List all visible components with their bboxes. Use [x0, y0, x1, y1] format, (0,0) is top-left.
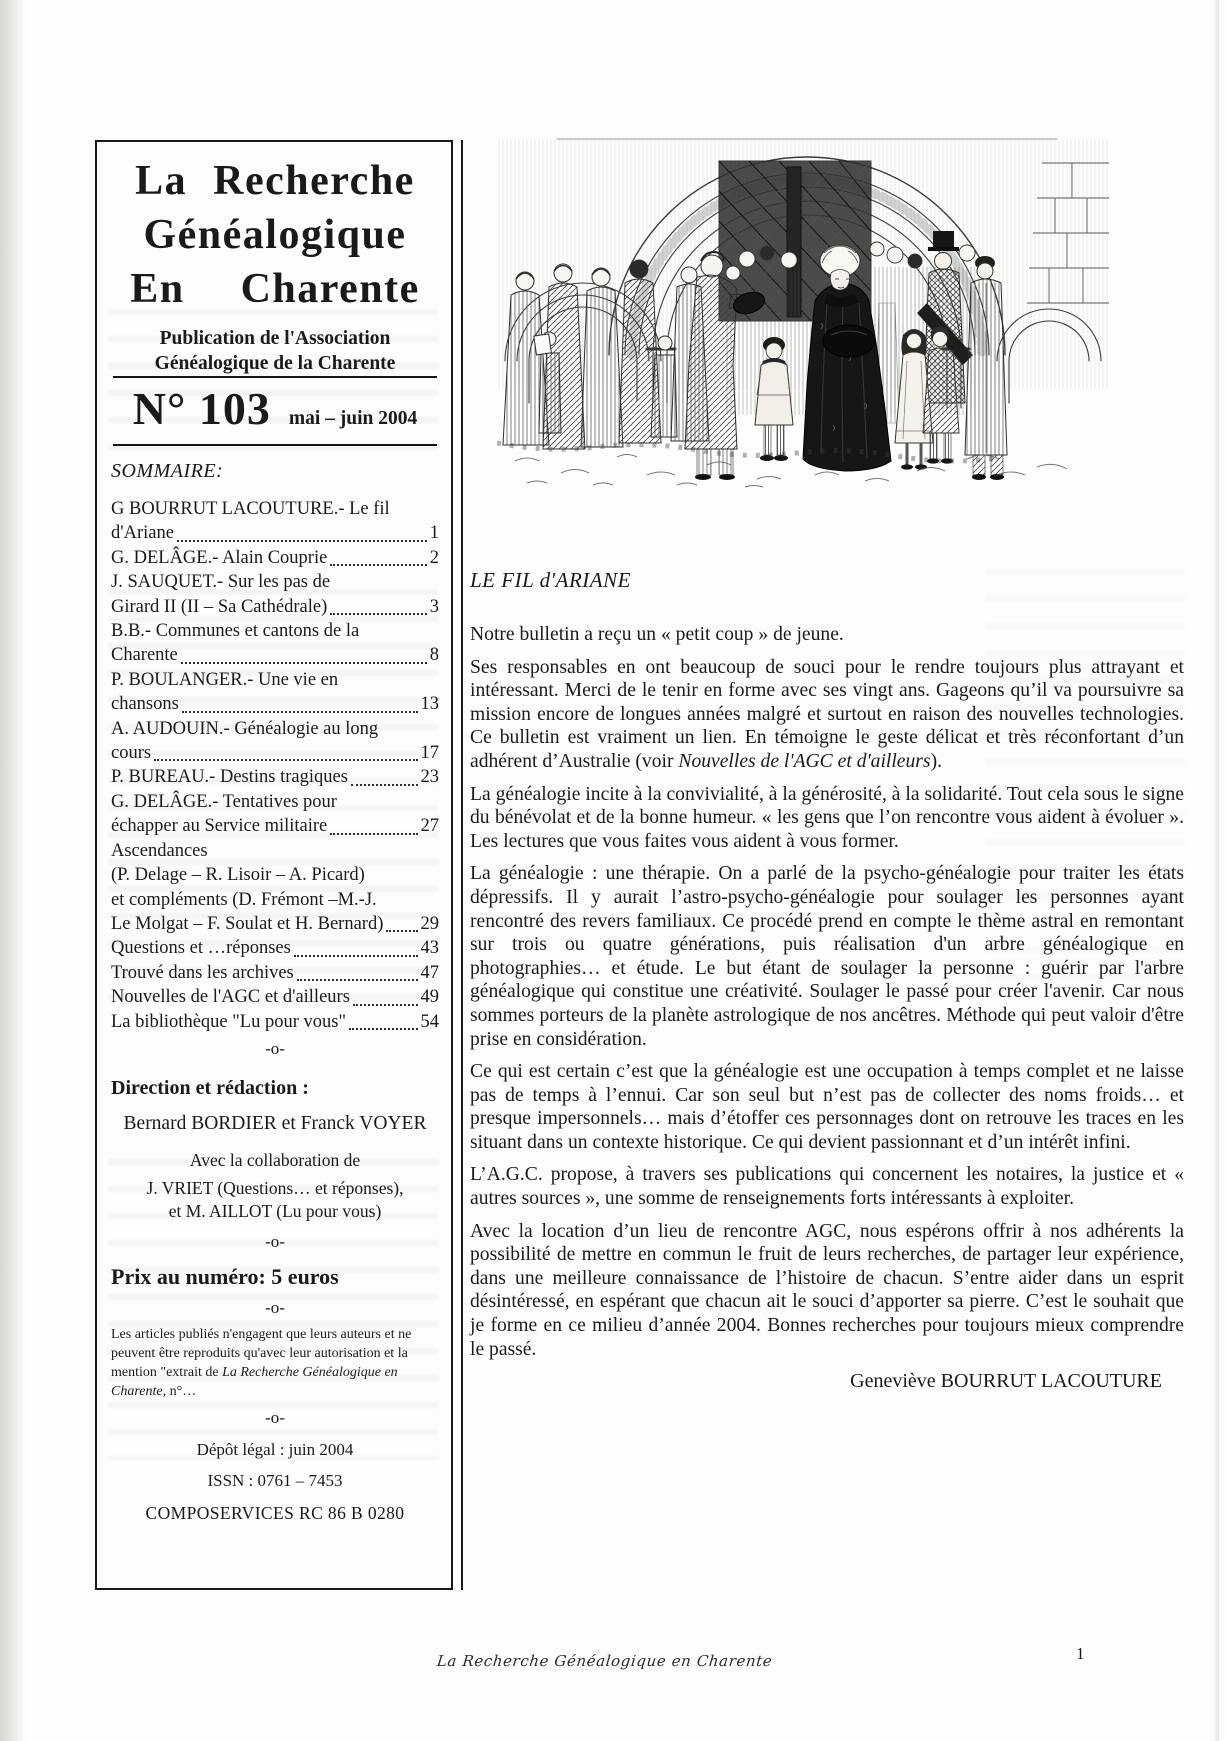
toc-entry-text: Girard II (II – Sa Cathédrale): [111, 596, 328, 617]
text-segment: Nouvelles de l'AGC et d'ailleurs: [678, 750, 931, 772]
dot-leader: [294, 955, 418, 957]
dot-leader: [181, 662, 427, 664]
journal-title-line: La Recherche: [135, 158, 415, 204]
toc-entry-last-line: [111, 521, 439, 545]
toc-entry-text: La bibliothèque "Lu pour vous": [111, 1011, 347, 1032]
page-edge-shadow: [1213, 0, 1219, 1741]
toc-entry-line: J. SAUQUET.- Sur les pas de: [111, 572, 331, 593]
collaborator-line: et M. AILLOT (Lu pour vous): [168, 1200, 382, 1221]
divider: [113, 444, 437, 446]
toc-entry-line: G. DELÂGE.- Tentatives pour: [111, 791, 337, 812]
text-segment: Ses responsables en ont beaucoup de souci pour le rendre toujours plus attrayant et intéressant. Merci de le tenir en forme avec ses vingt ans. Gageons qu’il va poursuivre sa mission encore de longues années malgré et surtout en raison des nouvelles technologies. Ce bulletin est vraiment un lien. En témoigne le geste délicat et très réconfortant d’un adhérent d’Australie (voir: [470, 656, 1184, 772]
toc-page-number: 8: [429, 645, 439, 666]
text-segment: Avec la location d’un lieu de rencontre AGC, nous espérons offrir à nos adhérents la possibilité de mettre en commun le fruit de leurs recherches, de partager leur expérience, dans une meilleure connaissance de l’histoire de chacun. S’entre aider dans un esprit désintéressé, en espérant que chacun ait le souci d’apporter sa pierre. C’est le souhait que je forme en ce milieu d’année 2004. Bonnes recherches pour toujours mieux comprendre le passé.: [470, 1220, 1184, 1360]
issue-date: mai – juin 2004: [288, 408, 418, 429]
dot-leader: [330, 833, 417, 835]
toc-entry: [111, 546, 439, 570]
direction-heading: Direction et rédaction :: [111, 1076, 309, 1099]
toc-entry: [111, 985, 439, 1009]
toc-page-number: 13: [420, 694, 439, 715]
toc-page-number: 23: [420, 767, 439, 788]
toc-entry-last-line: [111, 595, 439, 619]
price-line: Prix au numéro: 5 euros: [111, 1263, 339, 1289]
publisher-line-text: Publication de l'Association: [159, 328, 391, 349]
toc-entry: [111, 570, 439, 619]
article-paragraph: [470, 1163, 1184, 1210]
toc-entry-last-line: [111, 765, 439, 789]
table-of-contents: [111, 497, 439, 1034]
dot-leader: [386, 930, 417, 932]
toc-entry-text: échapper au Service militaire: [111, 816, 328, 837]
toc-entry-line: P. BOULANGER.- Une vie en: [111, 669, 339, 690]
footer-journal-title: La Recherche Généalogique en Charente: [436, 1652, 774, 1670]
toc-entry: [111, 717, 439, 766]
toc-entry: [111, 839, 439, 937]
article: [470, 568, 1184, 1393]
toc-entry-text: Le Molgat – F. Soulat et H. Bernard): [111, 913, 384, 934]
dot-leader: [297, 979, 418, 981]
toc-page-number: 1: [429, 523, 439, 544]
toc-entry-last-line: [111, 912, 439, 936]
toc-entry-last-line: [111, 546, 439, 570]
article-paragraph: [470, 783, 1184, 854]
editors-names: Bernard BORDIER et Franck VOYER: [123, 1112, 427, 1134]
church-crowd-engraving-illustration: [497, 103, 1109, 491]
section-separator: -o-: [265, 1038, 285, 1058]
toc-entry-text: Nouvelles de l'AGC et d'ailleurs: [111, 987, 350, 1008]
toc-page-number: 47: [420, 962, 439, 983]
toc-entry-line: A. AUDOUIN.- Généalogie au long: [111, 718, 379, 739]
toc-page-number: 54: [420, 1011, 439, 1032]
text-segment: La généalogie incite à la convivialité, à la générosité, à la solidarité. Tout cela sous le signe du bénévolat et de la bonne humeur. « les gens que l’on rencontre vous aident à évoluer ». Les lectures que vous faites vous aident à vous former.: [470, 783, 1184, 852]
toc-entry: [111, 497, 439, 546]
dot-leader: [351, 784, 418, 786]
issn: ISSN : 0761 – 7453: [207, 1470, 343, 1490]
toc-entry-line: Ascendances: [111, 840, 208, 861]
toc-entry-line: B.B.- Communes et cantons de la: [111, 621, 360, 642]
issue-number: N° 103: [132, 383, 271, 434]
text-segment: L’A.G.C. propose, à travers ses publications qui concernent les notaires, la justice et « autres sources », une somme de renseignements forts intéressants à exploiter.: [470, 1164, 1184, 1210]
article-title: LE FIL d'ARIANE: [470, 568, 631, 592]
copyright-disclaimer: [111, 1325, 439, 1401]
toc-entry: [111, 668, 439, 717]
toc-entry-text: cours: [111, 743, 152, 764]
toc-entry-last-line: [111, 985, 439, 1009]
dot-leader: [182, 711, 418, 713]
issue-row: [111, 382, 439, 444]
masthead-box: [95, 140, 453, 1590]
text-segment: Notre bulletin a reçu un « petit coup » de jeune.: [470, 624, 844, 645]
text-segment: Ce qui est certain c’est que la généalogie est une occupation à temps complet et ne laisse pas de temps à l’ennui. Car son seul but n’est pas de collecter des noms froids… et presque impersonnels… mais d’étoffer ces personnages dont on retrouve les traces en les situant dans un contexte historique. Ce qui devient passionnant et d’un intérêt infini.: [470, 1061, 1184, 1153]
toc-entry-text: G. DELÂGE.- Alain Couprie: [111, 547, 328, 568]
article-paragraph: [470, 862, 1184, 1051]
page-number: 1: [1076, 1644, 1085, 1663]
toc-page-number: 49: [420, 987, 439, 1008]
section-separator: -o-: [265, 1297, 285, 1317]
toc-entry: [111, 619, 439, 668]
toc-entry: [111, 765, 439, 789]
dot-leader: [154, 759, 417, 761]
toc-entry-line: G BOURRUT LACOUTURE.- Le fil: [111, 499, 390, 519]
article-paragraph: [470, 1220, 1184, 1362]
section-separator: -o-: [265, 1407, 285, 1427]
toc-entry-last-line: [111, 741, 439, 765]
journal-title-line: Généalogique: [143, 212, 407, 258]
sommaire-heading: SOMMAIRE:: [111, 460, 224, 482]
toc-entry-text: chansons: [111, 694, 179, 715]
toc-entry-text: Charente: [111, 645, 178, 666]
toc-entry-last-line: [111, 1010, 439, 1034]
toc-entry-text: Trouvé dans les archives: [111, 962, 294, 983]
toc-page-number: 2: [429, 547, 439, 568]
toc-entry-last-line: [111, 643, 439, 667]
toc-entry-text: Questions et …réponses: [111, 938, 291, 959]
article-body: [470, 623, 1184, 1361]
rightmost-man: [965, 256, 1007, 480]
toc-entry-last-line: [111, 936, 439, 960]
toc-page-number: 27: [420, 816, 439, 837]
toc-entry-text: d'Ariane: [111, 523, 174, 544]
collaboration-intro: Avec la collaboration de: [189, 1149, 361, 1170]
toc-entry: [111, 936, 439, 960]
dot-leader: [330, 613, 427, 615]
dot-leader: [349, 1028, 417, 1030]
collaborator-line: J. VRIET (Questions… et réponses),: [146, 1177, 404, 1198]
text-segment: La Recherche Généalogique en Charente: [111, 1364, 398, 1399]
text-segment: La généalogie : une thérapie. On a parlé de la psycho-généalogie pour traiter les états dépressifs. Il y aurait l’astro-psycho-généalogie pour soulager les personnes ayant rencontré des revers familiaux. Ce procédé prend en compte le thème astral en remontant sur trois ou quatre générations, puis réalisation d'un arbre généalogique en photographies… et étude. Le but étant de soulager la personne : guérir par l'arbre généalogique qui constitue une créativité. Soulager le passé pour créer l'avenir. Car nous sommes porteurs de la planète astrologique de nos ancêtres. Méthode qui peut valoir d'être prise en considération.: [470, 863, 1184, 1050]
text-segment: Les articles publiés n'engagent que leurs auteurs et ne peuvent être reproduits qu'avec leur autorisation et la mention "extrait de: [111, 1326, 412, 1380]
article-paragraph: [470, 623, 1184, 647]
toc-entry: [111, 1010, 439, 1034]
toc-entry: [111, 790, 439, 839]
toc-page-number: 17: [420, 743, 439, 764]
text-segment: ).: [930, 750, 942, 772]
printer-credit: COMPOSERVICES RC 86 B 0280: [145, 1502, 405, 1523]
article-paragraph: [470, 1060, 1184, 1154]
publisher-line-text: Généalogique de la Charente: [154, 353, 396, 374]
toc-entry-text: P. BUREAU.- Destins tragiques: [111, 767, 348, 788]
collaborators: [111, 1177, 439, 1223]
journal-title: [111, 154, 439, 316]
publisher-line: [111, 326, 439, 376]
toc-entry-last-line: [111, 692, 439, 716]
section-separator: -o-: [265, 1231, 285, 1251]
depot-legal: Dépôt légal : juin 2004: [196, 1439, 354, 1459]
toc-entry: [111, 961, 439, 985]
text-segment: , n°…: [162, 1383, 197, 1399]
toc-page-number: 29: [420, 913, 439, 934]
article-paragraph: [470, 656, 1184, 774]
toc-entry-line: (P. Delage – R. Lisoir – A. Picard): [111, 865, 365, 886]
toc-page-number: 3: [429, 596, 439, 617]
article-signature: Geneviève BOURRUT LACOUTURE: [850, 1370, 1162, 1393]
toc-page-number: 43: [420, 938, 439, 959]
toc-entry-line: et compléments (D. Frémont –M.-J.: [111, 889, 377, 910]
dot-leader: [177, 540, 427, 542]
toc-entry-last-line: [111, 961, 439, 985]
divider: [113, 376, 437, 378]
column-divider: [461, 140, 463, 1590]
toc-entry-last-line: [111, 814, 439, 838]
dot-leader: [330, 564, 426, 566]
journal-title-line: En Charente: [130, 266, 420, 312]
dot-leader: [353, 1004, 418, 1006]
